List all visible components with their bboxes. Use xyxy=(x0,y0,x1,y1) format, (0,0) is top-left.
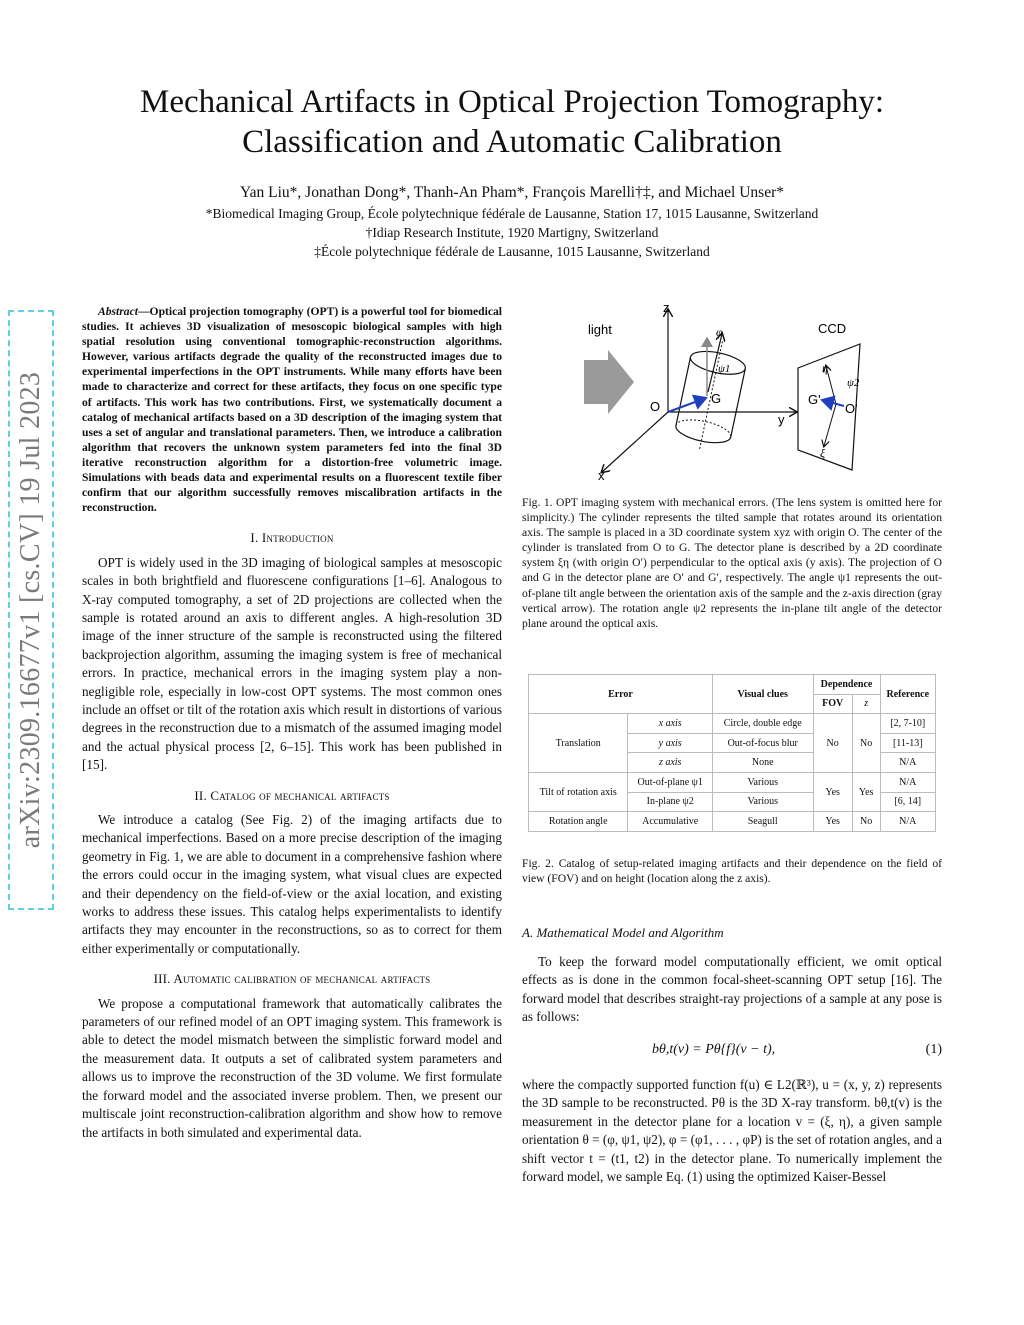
light-label: light xyxy=(588,322,612,337)
g-prime-label: G' xyxy=(808,392,821,407)
x-axis xyxy=(602,412,668,472)
table-header-error: Error xyxy=(529,675,713,714)
arxiv-identifier: arXiv:2309.16677v1 [cs.CV] 19 Jul 2023 xyxy=(15,371,46,849)
table-cell-circle: Circle, double edge xyxy=(712,714,813,734)
section-3-paragraph: We propose a computational framework that automatically calibrates the parameters of our refined model of an OPT imaging system. This framework is able to detect the model mismatch between the simplistic forward model and the measurement data. It outputs a set of calibrated system parameters and allows us to improve the reconstruction of the 3D volume. We first formulate the forward model and the associated inverse problem. Then, we present our multiscale joint reconstruction-calibration algorithm and show how to remove the artifacts in both simulated and experimental data. xyxy=(82,995,502,1140)
light-arrow xyxy=(584,350,634,414)
section-3-heading: III. Automatic calibration of mechanical artifacts xyxy=(153,971,431,987)
table-header-reference: Reference xyxy=(880,675,935,714)
abstract-lead: Abstract xyxy=(98,305,138,318)
table-cell-y-axis: y axis xyxy=(628,733,713,753)
table-cell-ref-2: [11-13] xyxy=(880,733,935,753)
title-line-1: Mechanical Artifacts in Optical Projection Tomography: xyxy=(140,84,884,120)
ccd-label: CCD xyxy=(818,321,847,336)
title-line-2: Classification and Automatic Calibration xyxy=(242,124,782,160)
phi-label: φ xyxy=(716,325,723,339)
y-axis-label: y xyxy=(778,412,785,427)
table-cell-tilt: Tilt of rotation axis xyxy=(529,772,628,811)
table-cell-rotation-fov: Yes xyxy=(813,812,852,832)
table-cell-na-2: N/A xyxy=(880,772,935,792)
xi-axis xyxy=(824,404,836,446)
origin-label: O xyxy=(650,399,661,414)
table-cell-in-plane: In-plane ψ2 xyxy=(628,792,713,812)
projected-translation-vector xyxy=(822,400,844,406)
center-g-label: G xyxy=(711,391,722,406)
table-header-visual-clues: Visual clues xyxy=(712,675,813,714)
psi1-label: ψ1 xyxy=(718,363,731,375)
arxiv-stamp xyxy=(8,310,54,910)
section-2-heading: II. Catalog of mechanical artifacts xyxy=(194,787,390,803)
affiliation-3: ‡École polytechnique fédérale de Lausanne, 1015 Lausanne, Switzerland xyxy=(314,244,710,259)
eta-label: η xyxy=(822,361,828,375)
table-cell-rotation: Rotation angle xyxy=(529,812,628,832)
equation-1-number: (1) xyxy=(925,1042,942,1057)
table-cell-seagull: Seagull xyxy=(712,812,813,832)
table-cell-na-3: N/A xyxy=(880,812,935,832)
abstract-body: —Optical projection tomography (OPT) is a powerful tool for biomedical studies. It achieves 3D visualization of mesoscopic biological samples with high spatial resolution using conventional tomographic-reconstruction algorithms. However, various artifacts degrade the quality of the reconstructed images due to experimental imperfections in the OPT instruments. While many efforts have been made to characterize and correct for these artifacts, they focus on one specific type of artifacts. This work has two contributions. First, we systematically document a catalog of mechanical artifacts based on a 3D description of the imaging system that uses a set of angular and translational parameters. Then, we introduce a calibration algorithm that recovers the unknown system parameters fed into the final 3D iterative reconstruction algorithm for a distortion-free volumetric image. Simulations with beads data and experimental results on a fluorescent textile fiber confirm that our algorithm successfully removes miscalibration artifacts in the reconstruction. xyxy=(82,305,502,515)
affiliation-1: *Biomedical Imaging Group, École polytechnique fédérale de Lausanne, Station 17, 1015 Lausanne, Switzerland xyxy=(205,206,819,221)
table-cell-z-axis: z axis xyxy=(628,753,713,773)
table-cell-various-2: Various xyxy=(712,792,813,812)
section-1-heading: I. Introduction xyxy=(250,530,334,546)
x-axis-label: x xyxy=(598,468,605,483)
abstract xyxy=(82,304,502,515)
subsection-a-heading: A. Mathematical Model and Algorithm xyxy=(522,925,724,940)
table-header-fov: FOV xyxy=(813,694,852,714)
artifact-catalog-table xyxy=(528,674,936,832)
psi2-label: ψ2 xyxy=(847,377,860,389)
figure-1-diagram xyxy=(560,300,930,490)
table-cell-ref-3: [6, 14] xyxy=(880,792,935,812)
author-block xyxy=(60,183,964,261)
o-prime-label: O' xyxy=(845,401,858,416)
table-cell-oof: Out-of-focus blur xyxy=(712,733,813,753)
table-cell-ref-1: [2, 7-10] xyxy=(880,714,935,734)
table-cell-various-1: Various xyxy=(712,772,813,792)
table-cell-translation: Translation xyxy=(529,714,628,773)
section-2-paragraph: We introduce a catalog (See Fig. 2) of the imaging artifacts due to mechanical imperfections. Based on a more precise description of the imaging geometry in Fig. 1, we are able to document in a comprehensive fashion where the errors could occur in the imaging system, what visual clues are expected and their dependency on the field-of-view or the axial location, and existing works to address these issues. This catalog helps experimentalists to identify artifacts they may encounter in the reconstructions, so as to correct for them either experimentally or computationally. xyxy=(82,812,502,956)
left-column xyxy=(82,304,502,1142)
xi-label: ξ xyxy=(820,446,826,460)
table-cell-z-no: No xyxy=(852,714,880,773)
table-cell-fov-no: No xyxy=(813,714,852,773)
subsection-a-paragraph-1 xyxy=(522,953,942,1027)
table-cell-na-1: N/A xyxy=(880,753,935,773)
table-header-dependence: Dependence xyxy=(813,675,880,695)
table-cell-fov-yes: Yes xyxy=(813,772,852,811)
table-cell-rotation-z: No xyxy=(852,812,880,832)
table-header-z: z xyxy=(852,694,880,714)
table-cell-x-axis: x axis xyxy=(628,714,713,734)
subsection-a-paragraph-2 xyxy=(522,1076,942,1186)
paper-title xyxy=(60,82,964,162)
equation-1 xyxy=(522,1042,942,1062)
table-cell-accumulative: Accumulative xyxy=(628,812,713,832)
table-cell-z-yes: Yes xyxy=(852,772,880,811)
figure-2-caption: Fig. 2. Catalog of setup-related imaging artifacts and their dependence on the field of view (FOV) and on height (location along the z axis). xyxy=(522,857,942,886)
figure-1-caption: Fig. 1. OPT imaging system with mechanical errors. (The lens system is omitted here for simplicity.) The cylinder represents the tilted sample that rotates around its orientation axis. The sample is placed in a 3D coordinate system xyz with origin O. The center of the cylinder is translated from O to G. The detector plane is described by a 2D coordinate system ξη (with origin O′) perpendicular to the optical axis (y axis). The projection of O and G in the detector plane are O′ and G′, respectively. The angle ψ1 represents the out-of-plane tilt angle between the orientation axis of the sample and the z-axis direction (gray vertical arrow). The rotation angle ψ2 represents the in-plane tilt angle of the detector plane around the optical axis. xyxy=(522,496,942,630)
z-axis-label: z xyxy=(663,300,670,315)
section-1-paragraph: OPT is widely used in the 3D imaging of biological samples at mesoscopic scales in both brightfield and fluorescene configurations [1–6]. Analogous to X-ray computed tomography, a set of 2D projections are collected when the sample is rotated around an axis to different angles. A high-resolution 3D image of the inner structure of the sample is reconstructed using the filtered backprojection algorithm, assuming the imaging system is free of mechanical errors. In practice, mechanical errors in the imaging system play a non-negligible role, especially in low-cost OPT systems. The most common ones include an offset or tilt of the rotation axis which result in distortions of various degrees in the reconstruction due to a mismatch of the assumed imaging model and the actual physical process [2, 6–15]. This work has been published in [15]. xyxy=(82,554,502,773)
subsection-a-text-2: where the compactly supported function f(u) ∈ L2(ℝ³), u = (x, y, z) represents the 3D sample to be reconstructed. Pθ is the 3D X-ray transform. bθ,t(v) is the measurement in the detector plane for a location v = (ξ, η), a given sample orientation θ = (φ, ψ1, ψ2), φ = (φ1, . . . , φP) is the set of rotation angles, and a shift vector t = (t1, t2) in the detector plane. To numerically implement the forward model, we sample Eq. (1) using the optimized Kaiser-Bessel xyxy=(522,1077,942,1185)
equation-1-formula: bθ,t(v) = Pθ{f}(v − t), xyxy=(652,1042,776,1057)
table-cell-out-of-plane: Out-of-plane ψ1 xyxy=(628,772,713,792)
translation-vector xyxy=(668,398,706,412)
subsection-a-text-1: To keep the forward model computationally efficient, we omit optical effects as is done in the common focal-sheet-scanning OPT setup [16]. The forward model that describes straight-ray projections of a sample at any pose is as follows: xyxy=(522,954,942,1025)
table-cell-none: None xyxy=(712,753,813,773)
author-list: Yan Liu*, Jonathan Dong*, Thanh-An Pham*, François Marelli†‡, and Michael Unser* xyxy=(240,184,784,201)
affiliation-2: †Idiap Research Institute, 1920 Martigny, Switzerland xyxy=(365,225,659,240)
